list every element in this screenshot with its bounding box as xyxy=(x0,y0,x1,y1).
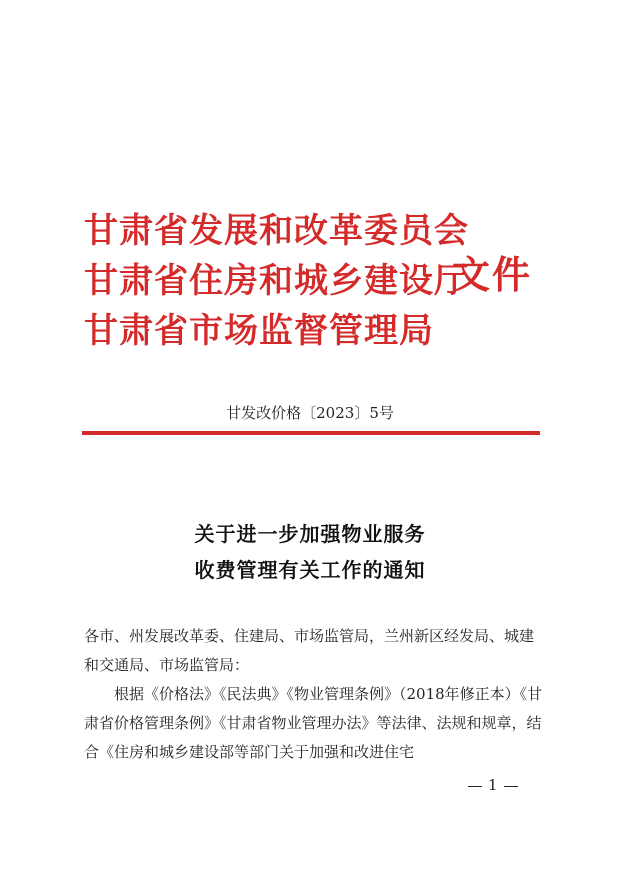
dash-left xyxy=(468,786,482,787)
dash-right xyxy=(504,786,518,787)
issuer-3: 甘肃省市场监督管理局 xyxy=(84,311,434,351)
page-number-footer xyxy=(468,776,518,794)
body-paragraph: 根据《价格法》《民法典》《物业管理条例》（2018年修正本）《甘肃省价格管理条例》《甘肃省物业管理办法》等法律、法规和规章，结合《住房和城乡建设部等部门关于加强和改进住宅 xyxy=(84,685,543,761)
document-type-label: 文件 xyxy=(452,252,533,297)
page-number: 1 xyxy=(488,776,498,794)
title-line-1: 关于进一步加强物业服务 xyxy=(194,522,426,546)
recipients: 各市、州发展改革委、住建局、市场监管局，兰州新区经发局、城建和交通局、市场监管局： xyxy=(84,627,535,674)
title-line-2: 收费管理有关工作的通知 xyxy=(194,558,426,582)
document-body xyxy=(84,622,544,767)
document-title xyxy=(0,516,620,588)
issuing-authorities xyxy=(84,206,469,356)
red-divider xyxy=(82,431,540,435)
document-number: 甘发改价格〔2023〕5号 xyxy=(226,404,394,422)
issuer-1: 甘肃省发展和改革委员会 xyxy=(84,211,469,251)
issuer-2: 甘肃省住房和城乡建设厅 xyxy=(84,261,469,301)
